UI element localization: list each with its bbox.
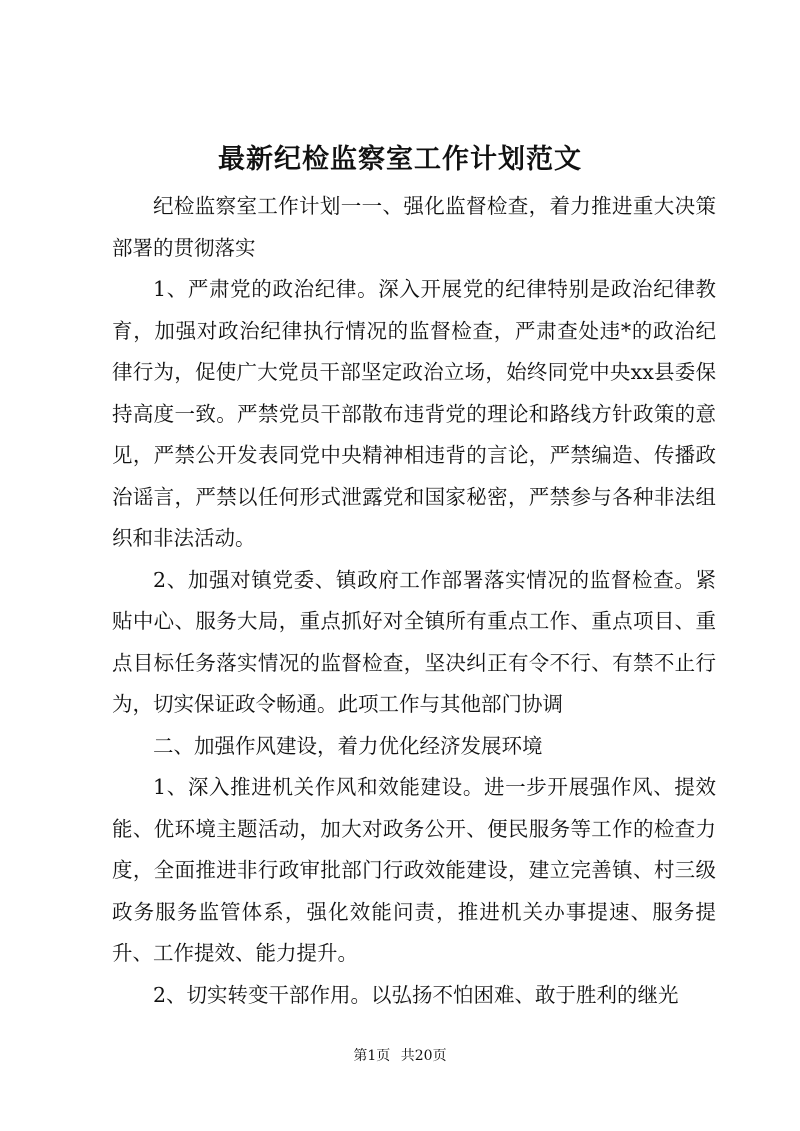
paragraph: 2、切实转变干部作用。以弘扬不怕困难、敢于胜利的继光 <box>153 982 679 1007</box>
document-title: 最新纪检监察室工作计划范文 <box>218 144 582 175</box>
paragraph: 2、加强对镇党委、镇政府工作部署落实情况的监督检查。紧贴中心、服务大局，重点抓好对全镇所有重点工作、重点项目、重点目标任务落实情况的监督检查，坚决纠正有令不行、有禁不止行为，切实保证政令畅通。此项工作与其他部门协调 <box>112 567 716 716</box>
document-body <box>112 186 716 1016</box>
paragraph: 1、深入推进机关作风和效能建设。进一步开展强作风、提效能、优环境主题活动，加大对政务公开、便民服务等工作的检查力度，全面推进非行政审批部门行政效能建设，建立完善镇、村三级政务服务监管体系，强化效能问责，推进机关办事提速、服务提升、工作提效、能力提升。 <box>112 775 716 965</box>
paragraph: 1、严肃党的政治纪律。深入开展党的纪律特别是政治纪律教育，加强对政治纪律执行情况的监督检查，严肃查处违*的政治纪律行为，促使广大党员干部坚定政治立场，始终同党中央xx县委保持高度一致。严禁党员干部散布违背党的理论和路线方针政策的意见，严禁公开发表同党中央精神相违背的言论，严禁编造、传播政治谣言，严禁以任何形式泄露党和国家秘密，严禁参与各种非法组织和非法活动。 <box>112 277 716 550</box>
page-total: 共20页 <box>400 1048 447 1064</box>
paragraph: 二、加强作风建设，着力优化经济发展环境 <box>153 733 543 758</box>
page-number: 第1页 <box>353 1048 391 1064</box>
paragraph: 纪检监察室工作计划一一、强化监督检查，着力推进重大决策部署的贯彻落实 <box>112 194 716 260</box>
page-footer <box>0 1046 800 1066</box>
